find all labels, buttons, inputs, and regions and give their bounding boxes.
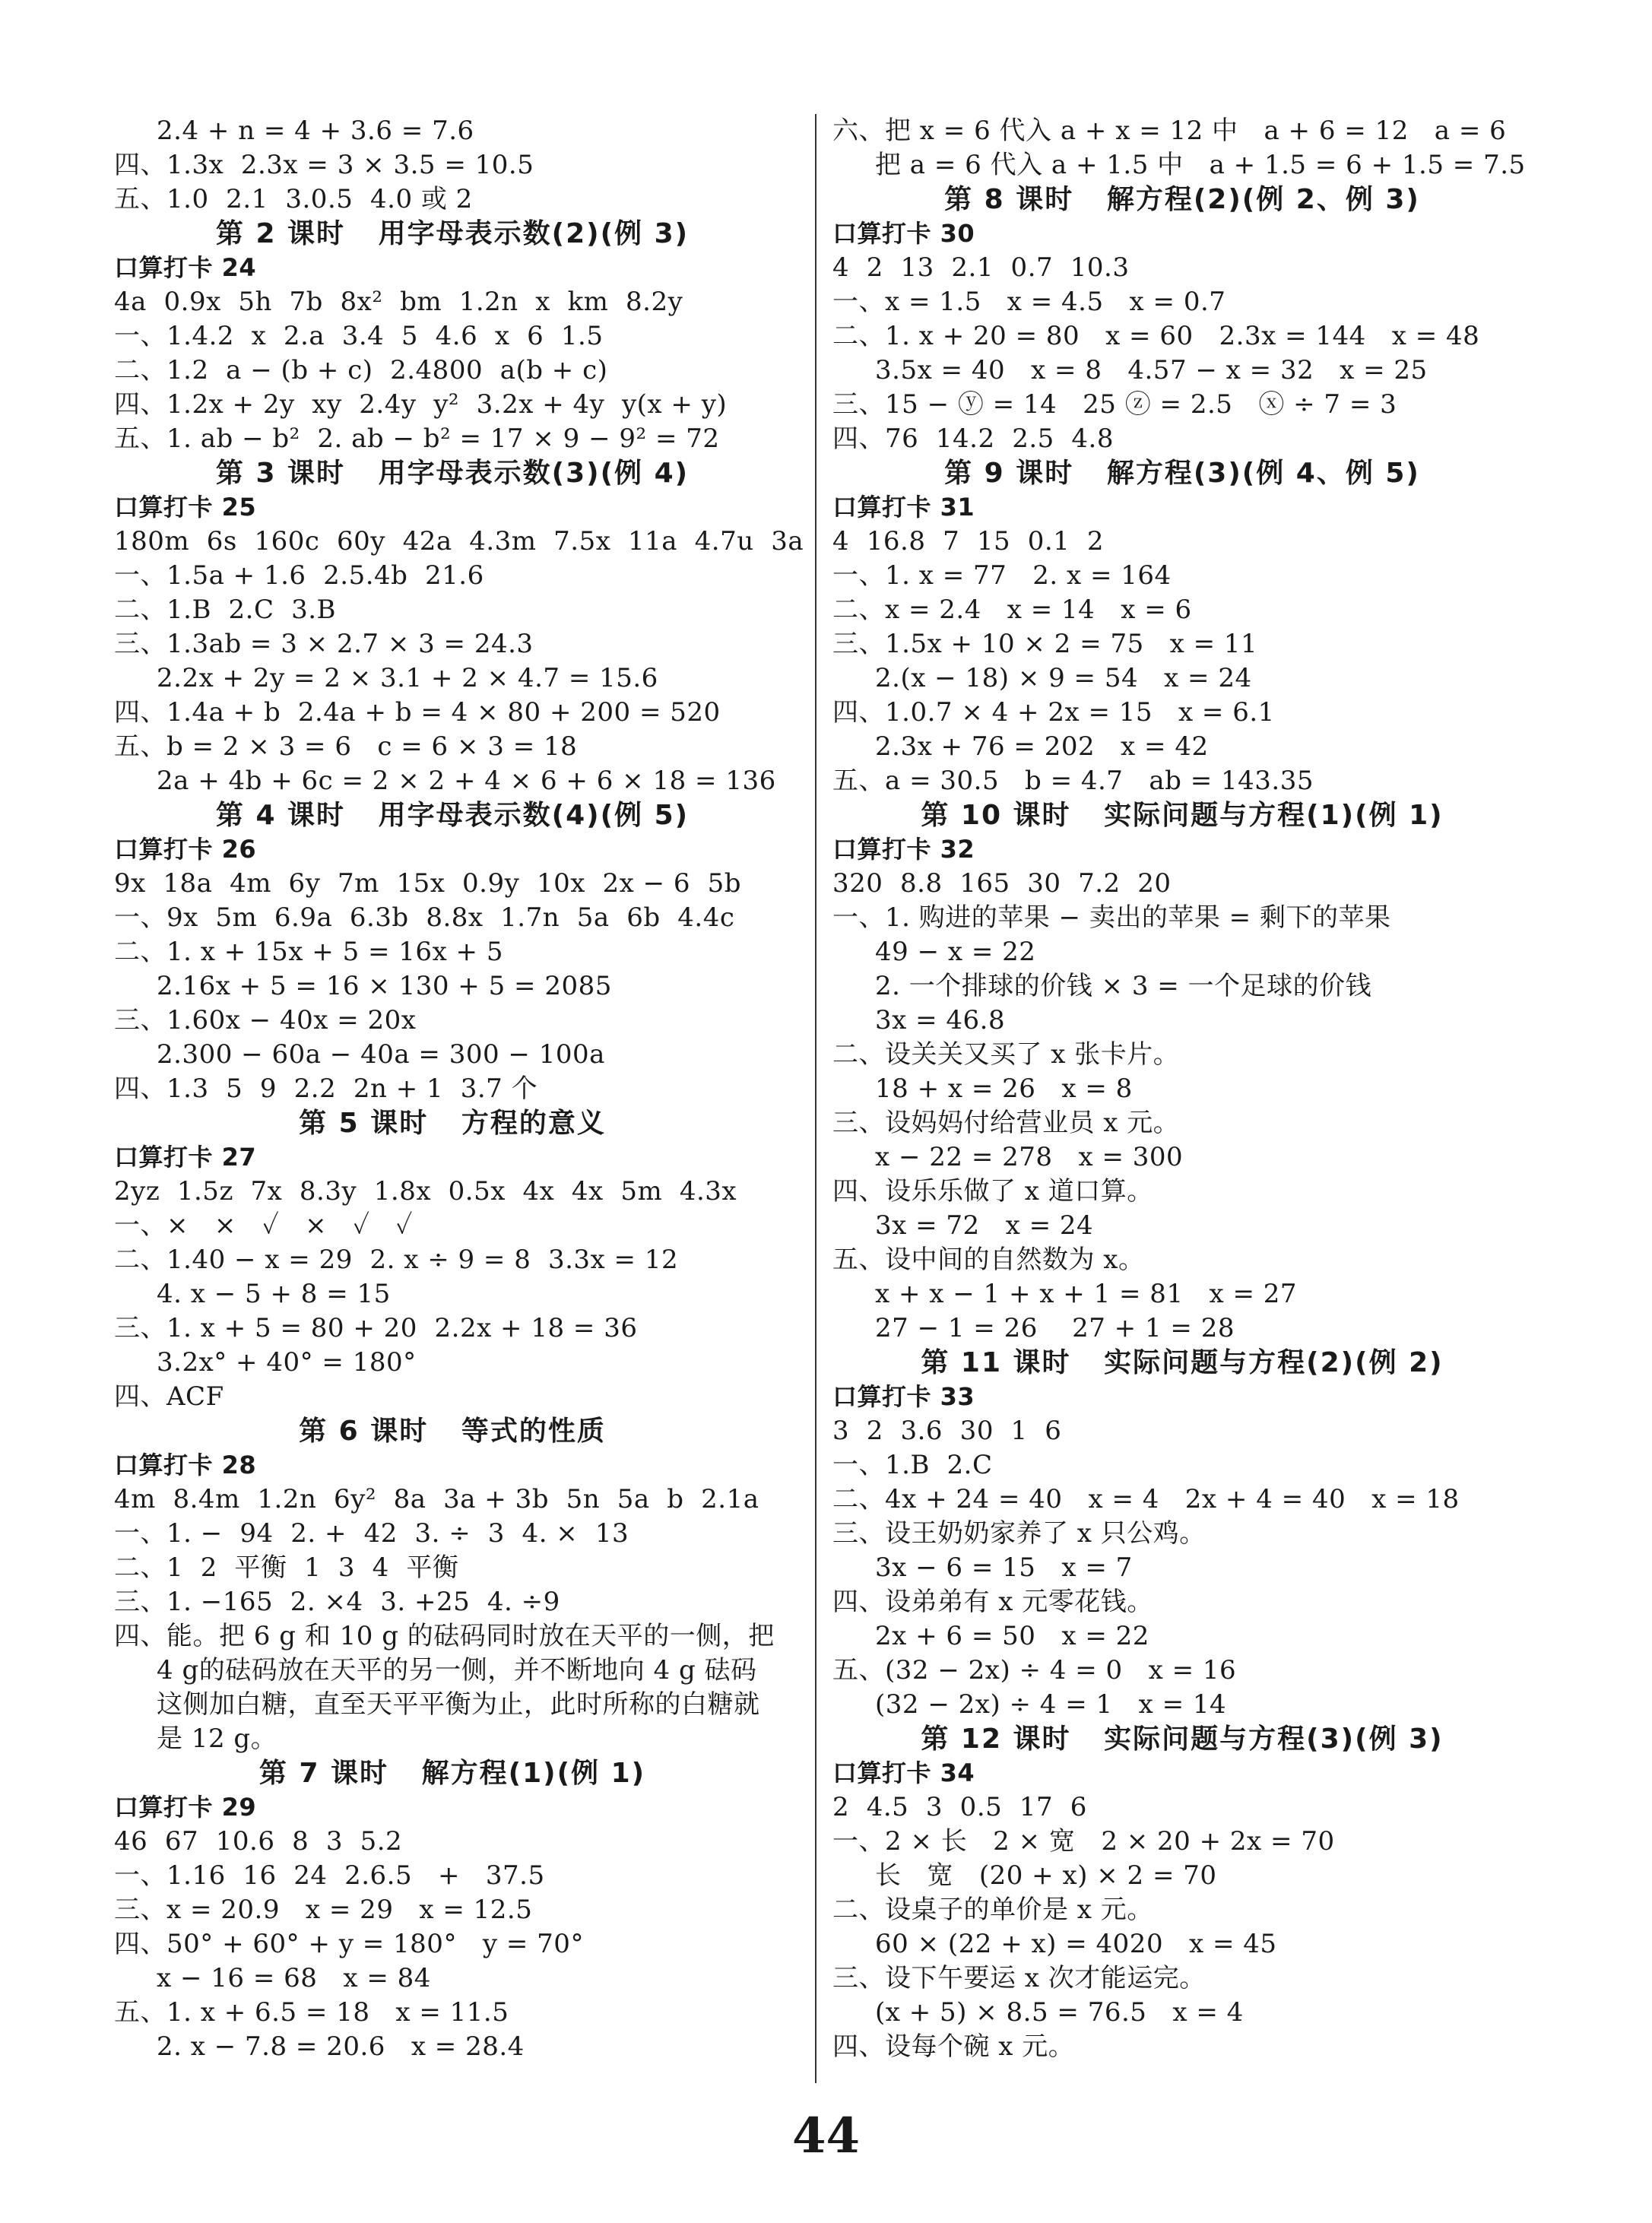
answer-line: 四、设弟弟有 x 元零花钱。 [832, 1587, 1153, 1617]
answer-line: 4 2 13 2.1 0.7 10.3 [832, 252, 1130, 283]
answer-line: 二、1.B 2.C 3.B [114, 595, 337, 625]
oral-calc-card-label: 口算打卡 30 [832, 219, 975, 248]
answer-line: 三、1. −165 2. ×4 3. +25 4. ÷9 [114, 1587, 560, 1617]
answer-line: 2 4.5 3 0.5 17 6 [832, 1792, 1087, 1822]
answer-line: 一、× × ✓ × ✓ ✓ [114, 1210, 413, 1241]
oral-calc-card-label: 口算打卡 28 [114, 1451, 257, 1479]
answer-line: 180m 6s 160c 60y 42a 4.3m 7.5x 11a 4.7u 3a [114, 526, 804, 557]
column-divider [815, 114, 816, 2083]
answer-line: 三、1. x + 5 = 80 + 20 2.2x + 18 = 36 [114, 1313, 638, 1343]
oral-calc-card-label: 口算打卡 32 [832, 835, 975, 864]
answer-line: 五、(32 − 2x) ÷ 4 = 0 x = 16 [832, 1655, 1237, 1685]
answer-line: 四、1.3x 2.3x = 3 × 3.5 = 10.5 [114, 150, 534, 180]
lesson-heading: 第 9 课时 解方程(3)(例 4、例 5) [944, 458, 1420, 489]
answer-line: 三、1.5x + 10 × 2 = 75 x = 11 [832, 629, 1258, 659]
answer-line: 18 + x = 26 x = 8 [875, 1073, 1133, 1104]
answer-line: 一、1. 购进的苹果 − 卖出的苹果 = 剩下的苹果 [832, 902, 1391, 933]
lesson-heading: 第 10 课时 实际问题与方程(1)(例 1) [921, 800, 1444, 831]
lesson-heading: 第 7 课时 解方程(1)(例 1) [258, 1758, 646, 1789]
oral-calc-card-label: 口算打卡 29 [114, 1793, 257, 1822]
oral-calc-card-label: 口算打卡 27 [114, 1143, 257, 1172]
oral-calc-card-label: 口算打卡 31 [832, 493, 975, 522]
answer-line: 五、1. x + 6.5 = 18 x = 11.5 [114, 1997, 509, 2028]
oral-calc-card-label: 口算打卡 33 [832, 1382, 975, 1411]
answer-line: 2.4 + n = 4 + 3.6 = 7.6 [157, 116, 474, 146]
answer-line: 这侧加白糖，直至天平平衡为止，此时所称的白糖就 [157, 1689, 760, 1720]
answer-line: 320 8.8 165 30 7.2 20 [832, 868, 1172, 899]
answer-line: 一、1. − 94 2. + 42 3. ÷ 3 4. × 13 [114, 1518, 629, 1549]
lesson-heading: 第 3 课时 用字母表示数(3)(例 4) [215, 458, 690, 489]
answer-line: 四、ACF [114, 1381, 224, 1412]
answer-line: 四、50° + 60° + y = 180° y = 70° [114, 1929, 584, 1959]
answer-line: 是 12 g。 [157, 1724, 277, 1754]
answer-line: 二、1 2 平衡 1 3 4 平衡 [114, 1552, 459, 1583]
oral-calc-card-label: 口算打卡 25 [114, 493, 257, 522]
answer-line: 4 g的砝码放在天平的另一侧，并不断地向 4 g 砝码 [157, 1655, 757, 1685]
answer-line: 二、x = 2.4 x = 14 x = 6 [832, 595, 1192, 625]
answer-line: 2. x − 7.8 = 20.6 x = 28.4 [157, 2031, 525, 2062]
lesson-heading: 第 5 课时 方程的意义 [299, 1108, 606, 1139]
lesson-heading: 第 8 课时 解方程(2)(例 2、例 3) [944, 184, 1420, 215]
answer-line: 一、1.16 16 24 2.6.5 + 37.5 [114, 1860, 545, 1891]
answer-line: 4 16.8 7 15 0.1 2 [832, 526, 1105, 557]
answer-column-left [114, 114, 804, 2064]
answer-line: 3x = 72 x = 24 [875, 1210, 1094, 1241]
answer-line: 2yz 1.5z 7x 8.3y 1.8x 0.5x 4x 4x 5m 4.3x [114, 1176, 737, 1207]
answer-line: 三、x = 20.9 x = 29 x = 12.5 [114, 1895, 533, 1925]
answer-line: (x + 5) × 8.5 = 76.5 x = 4 [875, 1997, 1244, 2028]
answer-line: x − 22 = 278 x = 300 [875, 1142, 1184, 1172]
lesson-heading: 第 6 课时 等式的性质 [299, 1416, 606, 1447]
answer-line: 三、1.60x − 40x = 20x [114, 1005, 417, 1035]
answer-line: 四、1.0.7 × 4 + 2x = 15 x = 6.1 [832, 697, 1275, 728]
answer-line: 一、1.B 2.C [832, 1450, 993, 1480]
answer-line: 五、a = 30.5 b = 4.7 ab = 143.35 [832, 766, 1314, 796]
answer-line: 27 − 1 = 26 27 + 1 = 28 [875, 1313, 1235, 1343]
answer-line: 四、1.3 5 9 2.2 2n + 1 3.7 个 [114, 1073, 538, 1104]
answer-column-right [832, 114, 1532, 2064]
answer-line: 2. 一个排球的价钱 × 3 = 一个足球的价钱 [875, 971, 1372, 1001]
answer-line: 四、1.2x + 2y xy 2.4y y² 3.2x + 4y y(x + y) [114, 389, 728, 420]
answer-line: 二、4x + 24 = 40 x = 4 2x + 4 = 40 x = 18 [832, 1484, 1460, 1514]
answer-line: 四、1.4a + b 2.4a + b = 4 × 80 + 200 = 520 [114, 697, 721, 728]
answer-line: 二、1.2 a − (b + c) 2.4800 a(b + c) [114, 355, 608, 385]
answer-line: 一、1. x = 77 2. x = 164 [832, 560, 1172, 591]
answer-line: x + x − 1 + x + 1 = 81 x = 27 [875, 1279, 1298, 1309]
answer-line: 2a + 4b + 6c = 2 × 2 + 4 × 6 + 6 × 18 = 136 [157, 766, 776, 796]
answer-line: 46 67 10.6 8 3 5.2 [114, 1826, 403, 1857]
answer-line: 3.2x° + 40° = 180° [157, 1347, 417, 1378]
answer-line: 一、1.5a + 1.6 2.5.4b 21.6 [114, 560, 484, 591]
answer-line: 4a 0.9x 5h 7b 8x² bm 1.2n x km 8.2y [114, 287, 683, 317]
answer-line: 四、设每个碗 x 元。 [832, 2031, 1075, 2062]
lesson-heading: 第 4 课时 用字母表示数(4)(例 5) [215, 800, 690, 831]
answer-line: 四、能。把 6 g 和 10 g 的砝码同时放在天平的一侧，把 [114, 1621, 775, 1651]
lesson-heading: 第 12 课时 实际问题与方程(3)(例 3) [921, 1724, 1444, 1755]
answer-line: 2.16x + 5 = 16 × 130 + 5 = 2085 [157, 971, 612, 1001]
answer-line: 一、9x 5m 6.9a 6.3b 8.8x 1.7n 5a 6b 4.4c [114, 902, 735, 933]
answer-line: 2.(x − 18) × 9 = 54 x = 24 [875, 663, 1252, 693]
lesson-heading: 第 11 课时 实际问题与方程(2)(例 2) [921, 1347, 1444, 1378]
answer-line: 49 − x = 22 [875, 937, 1036, 967]
answer-line: 4. x − 5 + 8 = 15 [157, 1279, 391, 1309]
oral-calc-card-label: 口算打卡 26 [114, 835, 257, 864]
answer-line: 三、1.3ab = 3 × 2.7 × 3 = 24.3 [114, 629, 534, 659]
answer-line: 二、设关关又买了 x 张卡片。 [832, 1039, 1180, 1070]
answer-line: 三、设妈妈付给营业员 x 元。 [832, 1108, 1180, 1138]
answer-line: 3 2 3.6 30 1 6 [832, 1416, 1062, 1446]
answer-line: 9x 18a 4m 6y 7m 15x 0.9y 10x 2x − 6 5b [114, 868, 742, 899]
answer-line: 三、15 − ⓨ = 14 25 ⓩ = 2.5 ⓧ ÷ 7 = 3 [832, 389, 1397, 420]
answer-line: 二、1. x + 20 = 80 x = 60 2.3x = 144 x = 48 [832, 321, 1480, 351]
answer-line: 三、设下午要运 x 次才能运完。 [832, 1963, 1206, 1993]
answer-line: 把 a = 6 代入 a + 1.5 中 a + 1.5 = 6 + 1.5 = 7.5 [875, 150, 1526, 180]
page-number: 44 [791, 2107, 861, 2164]
answer-line: 一、2 × 长 2 × 宽 2 × 20 + 2x = 70 [832, 1826, 1335, 1857]
answer-line: 五、1.0 2.1 3.0.5 4.0 或 2 [114, 184, 473, 214]
answer-line: 五、设中间的自然数为 x。 [832, 1245, 1145, 1275]
answer-line: 六、把 x = 6 代入 a + x = 12 中 a + 6 = 12 a = 6 [832, 116, 1507, 146]
answer-line: 长 宽 (20 + x) × 2 = 70 [875, 1860, 1217, 1891]
answer-line: 一、1.4.2 x 2.a 3.4 5 4.6 x 6 1.5 [114, 321, 604, 351]
lesson-heading: 第 2 课时 用字母表示数(2)(例 3) [215, 218, 690, 249]
answer-line: (32 − 2x) ÷ 4 = 1 x = 14 [875, 1689, 1227, 1720]
answer-line: 60 × (22 + x) = 4020 x = 45 [875, 1929, 1277, 1959]
answer-line: 3x − 6 = 15 x = 7 [875, 1552, 1133, 1583]
answer-line: 3x = 46.8 [875, 1005, 1006, 1035]
answer-line: 3.5x = 40 x = 8 4.57 − x = 32 x = 25 [875, 355, 1428, 385]
answer-line: 四、76 14.2 2.5 4.8 [832, 423, 1114, 454]
answer-line: 五、1. ab − b² 2. ab − b² = 17 × 9 − 9² = 72 [114, 423, 720, 454]
answer-line: 2x + 6 = 50 x = 22 [875, 1621, 1149, 1651]
answer-line: 2.3x + 76 = 202 x = 42 [875, 731, 1209, 762]
answer-line: 2.2x + 2y = 2 × 3.1 + 2 × 4.7 = 15.6 [157, 663, 658, 693]
answer-line: 二、设桌子的单价是 x 元。 [832, 1895, 1153, 1925]
answer-line: 4m 8.4m 1.2n 6y² 8a 3a + 3b 5n 5a b 2.1a [114, 1484, 759, 1514]
answer-line: 三、设王奶奶家养了 x 只公鸡。 [832, 1518, 1206, 1549]
answer-line: 一、x = 1.5 x = 4.5 x = 0.7 [832, 287, 1226, 317]
answer-line: 五、b = 2 × 3 = 6 c = 6 × 3 = 18 [114, 731, 578, 762]
answer-line: 四、设乐乐做了 x 道口算。 [832, 1176, 1153, 1207]
answer-line: x − 16 = 68 x = 84 [157, 1963, 431, 1993]
oral-calc-card-label: 口算打卡 34 [832, 1758, 975, 1787]
oral-calc-card-label: 口算打卡 24 [114, 253, 257, 282]
answer-line: 2.300 − 60a − 40a = 300 − 100a [157, 1039, 605, 1070]
answer-line: 二、1.40 − x = 29 2. x ÷ 9 = 8 3.3x = 12 [114, 1245, 679, 1275]
answer-line: 二、1. x + 15x + 5 = 16x + 5 [114, 937, 503, 967]
